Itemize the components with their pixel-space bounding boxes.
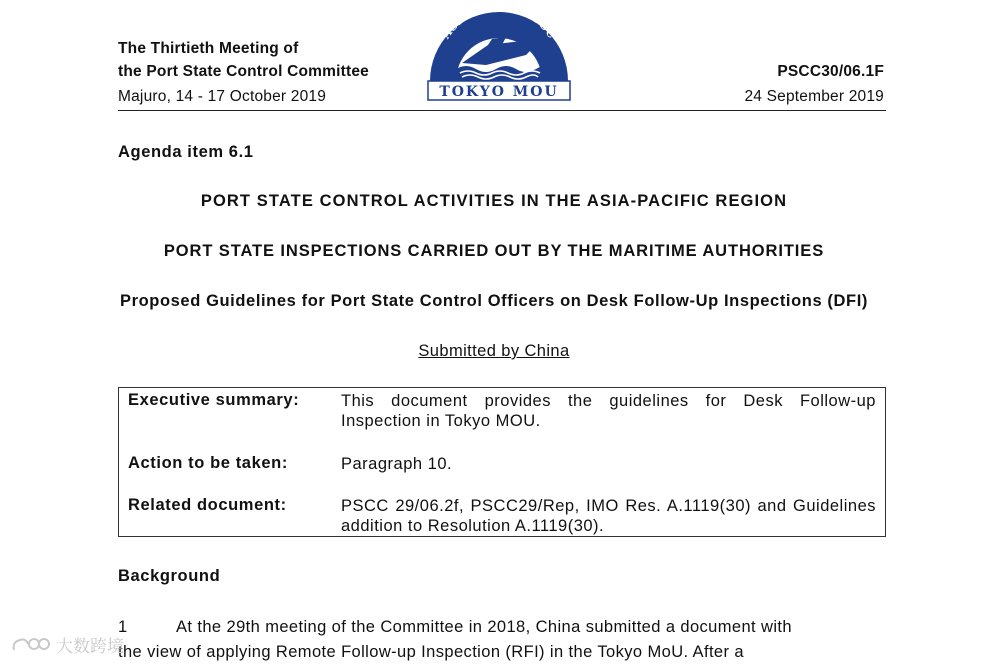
executive-summary-label: Executive summary:	[128, 391, 300, 409]
document-number: PSCC30/06.1F	[777, 63, 884, 80]
paragraph-number: 1	[118, 618, 128, 636]
action-label: Action to be taken:	[128, 454, 288, 472]
summary-box	[118, 387, 886, 537]
related-document-label: Related document:	[128, 496, 287, 514]
executive-summary-text: This document provides the guidelines for Desk Follow-up Inspection in Tokyo MOU.	[341, 392, 876, 430]
proposal-title: Proposed Guidelines for Port State Control Officers on Desk Follow-Up Inspections (DFI)	[119, 292, 868, 310]
watermark	[10, 633, 124, 655]
background-heading: Background	[118, 567, 221, 585]
paragraph-1	[118, 615, 886, 665]
document-subtitle: PORT STATE INSPECTIONS CARRIED OUT BY THE MARITIME AUTHORITIES	[163, 242, 825, 260]
logo-top-text: ASIA-PACIFIC PSC	[439, 5, 559, 42]
meeting-venue: Majuro, 14 - 17 October 2019	[118, 88, 327, 105]
related-document-text: PSCC 29/06.2f, PSCC29/Rep, IMO Res. A.1119(30) and Guidelines addition to Resolution A.1119(30).	[341, 497, 876, 535]
ship-emblem-icon	[426, 5, 572, 101]
paragraph-line-1: At the 29th meeting of the Committee in 2018, China submitted a document with	[176, 618, 792, 636]
paragraph-line-2: the view of applying Remote Follow-up Inspection (RFI) in the Tokyo MoU. After a	[118, 643, 744, 661]
agenda-item: Agenda item 6.1	[118, 143, 254, 161]
document-date: 24 September 2019	[744, 88, 884, 105]
action-text: Paragraph 10.	[341, 455, 453, 473]
document-title: PORT STATE CONTROL ACTIVITIES IN THE ASIA-PACIFIC REGION	[200, 192, 788, 210]
header-rule	[118, 110, 886, 111]
logo-bottom-text: TOKYO MOU	[439, 84, 559, 100]
meeting-title-line1: The Thirtieth Meeting of	[118, 40, 299, 57]
tokyo-mou-logo	[426, 5, 572, 101]
submitted-by: Submitted by China	[418, 342, 570, 360]
watermark-text: 大数跨境	[56, 636, 124, 657]
meeting-title-line2: the Port State Control Committee	[118, 63, 369, 80]
watermark-logo-icon	[10, 634, 50, 654]
